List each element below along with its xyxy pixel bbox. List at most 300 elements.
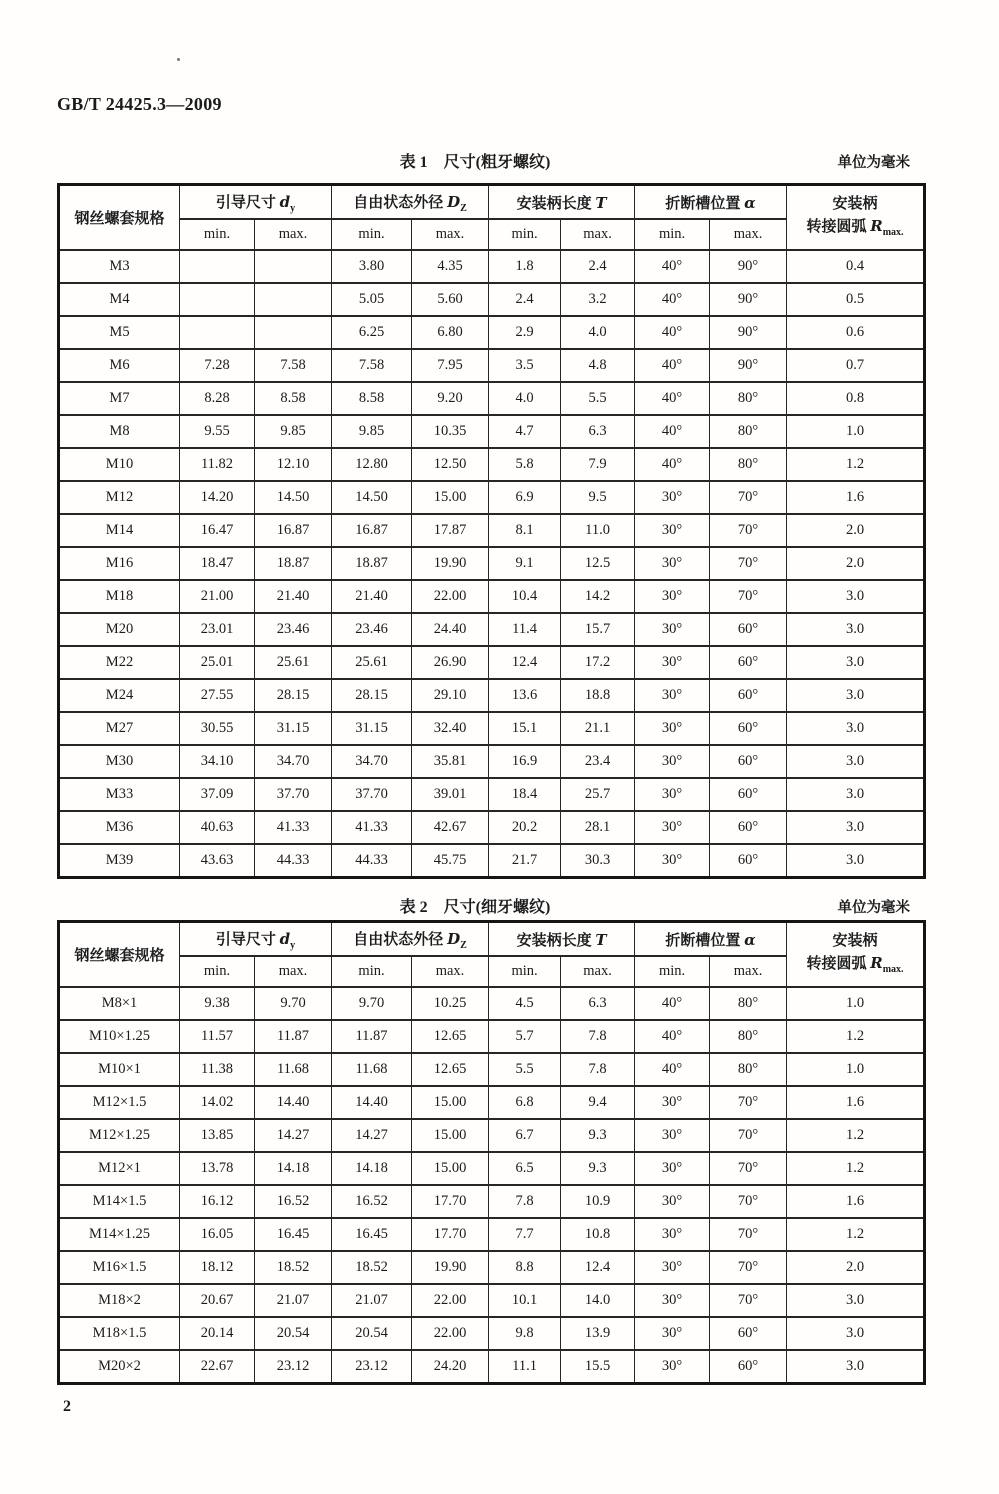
value-cell: 23.4 <box>561 745 635 778</box>
value-cell: 40° <box>635 1020 710 1053</box>
value-cell: 11.68 <box>255 1053 332 1086</box>
spec-cell: M30 <box>59 745 180 778</box>
value-cell: 8.1 <box>489 514 561 547</box>
value-cell: 10.8 <box>561 1218 635 1251</box>
value-cell: 16.52 <box>332 1185 412 1218</box>
value-cell: 70° <box>710 1251 787 1284</box>
value-cell: 37.09 <box>180 778 255 811</box>
value-cell: 31.15 <box>255 712 332 745</box>
header-row-groups <box>59 922 925 957</box>
table-row <box>59 481 925 514</box>
header-group-0: 引导尺寸 $d_y$ <box>180 922 332 957</box>
value-cell: 20.14 <box>180 1317 255 1350</box>
value-cell: 10.4 <box>489 580 561 613</box>
header-install-radius: 安装柄 转接圆弧 $R_{max.}$ <box>787 185 925 251</box>
value-cell: 35.81 <box>412 745 489 778</box>
value-cell: 40° <box>635 283 710 316</box>
value-cell: 60° <box>710 679 787 712</box>
value-cell: 23.12 <box>255 1350 332 1384</box>
value-cell: 41.33 <box>332 811 412 844</box>
header-min: min. <box>332 219 412 250</box>
table-row <box>59 580 925 613</box>
value-cell: 6.8 <box>489 1086 561 1119</box>
value-cell: 30° <box>635 1284 710 1317</box>
value-cell: 9.1 <box>489 547 561 580</box>
value-cell: 60° <box>710 646 787 679</box>
header-max: max. <box>561 956 635 987</box>
value-cell: 34.10 <box>180 745 255 778</box>
value-cell: 15.7 <box>561 613 635 646</box>
value-cell: 9.5 <box>561 481 635 514</box>
value-cell: 30° <box>635 1350 710 1384</box>
value-cell: 3.0 <box>787 1284 925 1317</box>
value-cell: 45.75 <box>412 844 489 878</box>
spec-cell: M20×2 <box>59 1350 180 1384</box>
value-cell: 21.07 <box>332 1284 412 1317</box>
value-cell: 8.58 <box>255 382 332 415</box>
value-cell: 60° <box>710 1317 787 1350</box>
spec-cell: M14×1.5 <box>59 1185 180 1218</box>
value-cell: 70° <box>710 1152 787 1185</box>
value-cell: 30° <box>635 1086 710 1119</box>
value-cell: 9.3 <box>561 1119 635 1152</box>
value-cell: 6.3 <box>561 987 635 1020</box>
spec-cell: M3 <box>59 250 180 283</box>
value-cell: 13.85 <box>180 1119 255 1152</box>
table-row <box>59 1119 925 1152</box>
value-cell: 44.33 <box>332 844 412 878</box>
value-cell: 70° <box>710 1284 787 1317</box>
header-group-1: 自由状态外径 $D_Z$ <box>332 922 489 957</box>
value-cell: 8.28 <box>180 382 255 415</box>
value-cell: 0.6 <box>787 316 925 349</box>
spec-cell: M6 <box>59 349 180 382</box>
table-row <box>59 250 925 283</box>
value-cell: 10.1 <box>489 1284 561 1317</box>
value-cell: 30° <box>635 514 710 547</box>
value-cell: 30° <box>635 580 710 613</box>
header-max: max. <box>412 219 489 250</box>
value-cell: 30° <box>635 1218 710 1251</box>
value-cell: 7.58 <box>255 349 332 382</box>
value-cell: 9.85 <box>255 415 332 448</box>
value-cell: 5.5 <box>561 382 635 415</box>
value-cell: 15.00 <box>412 1152 489 1185</box>
value-cell: 30° <box>635 646 710 679</box>
value-cell: 21.00 <box>180 580 255 613</box>
value-cell: 22.67 <box>180 1350 255 1384</box>
value-cell: 21.1 <box>561 712 635 745</box>
value-cell: 12.80 <box>332 448 412 481</box>
header-group-0: 引导尺寸 $d_y$ <box>180 185 332 220</box>
value-cell: 9.85 <box>332 415 412 448</box>
spec-cell: M39 <box>59 844 180 878</box>
spec-cell: M20 <box>59 613 180 646</box>
value-cell: 3.0 <box>787 712 925 745</box>
value-cell: 70° <box>710 1218 787 1251</box>
value-cell: 7.58 <box>332 349 412 382</box>
value-cell: 9.70 <box>255 987 332 1020</box>
value-cell: 40° <box>635 250 710 283</box>
value-cell: 17.87 <box>412 514 489 547</box>
table2-title: 表 2 尺寸(细牙螺纹) <box>399 899 551 916</box>
value-cell: 1.6 <box>787 481 925 514</box>
header-spec: 钢丝螺套规格 <box>59 922 180 988</box>
value-cell: 12.4 <box>489 646 561 679</box>
header-min: min. <box>180 956 255 987</box>
value-cell: 11.4 <box>489 613 561 646</box>
value-cell: 11.57 <box>180 1020 255 1053</box>
value-cell: 6.7 <box>489 1119 561 1152</box>
value-cell: 0.5 <box>787 283 925 316</box>
spec-cell: M8 <box>59 415 180 448</box>
value-cell: 11.0 <box>561 514 635 547</box>
header-group-3: 折断槽位置 α <box>635 922 787 957</box>
value-cell: 1.6 <box>787 1185 925 1218</box>
table-row <box>59 1152 925 1185</box>
value-cell: 29.10 <box>412 679 489 712</box>
spec-cell: M33 <box>59 778 180 811</box>
value-cell: 5.05 <box>332 283 412 316</box>
value-cell: 6.25 <box>332 316 412 349</box>
header-min: min. <box>332 956 412 987</box>
table-row <box>59 547 925 580</box>
value-cell: 80° <box>710 1020 787 1053</box>
spec-cell: M7 <box>59 382 180 415</box>
value-cell: 34.70 <box>332 745 412 778</box>
spec-cell: M18×2 <box>59 1284 180 1317</box>
spec-cell: M10 <box>59 448 180 481</box>
value-cell: 4.8 <box>561 349 635 382</box>
value-cell: 14.50 <box>255 481 332 514</box>
value-cell: 6.3 <box>561 415 635 448</box>
value-cell: 41.33 <box>255 811 332 844</box>
value-cell: 14.2 <box>561 580 635 613</box>
value-cell: 0.8 <box>787 382 925 415</box>
table-row <box>59 987 925 1020</box>
value-cell: 30° <box>635 1317 710 1350</box>
value-cell: 60° <box>710 712 787 745</box>
value-cell: 11.68 <box>332 1053 412 1086</box>
value-cell: 17.2 <box>561 646 635 679</box>
value-cell: 17.70 <box>412 1218 489 1251</box>
value-cell: 15.1 <box>489 712 561 745</box>
table-row <box>59 1053 925 1086</box>
table-row <box>59 1185 925 1218</box>
header-row-groups <box>59 185 925 220</box>
header-max: max. <box>710 956 787 987</box>
value-cell: 3.0 <box>787 679 925 712</box>
value-cell: 30° <box>635 1251 710 1284</box>
value-cell: 12.4 <box>561 1251 635 1284</box>
value-cell: 30° <box>635 1185 710 1218</box>
value-cell: 7.95 <box>412 349 489 382</box>
header-min: min. <box>635 956 710 987</box>
value-cell: 9.4 <box>561 1086 635 1119</box>
value-cell: 40° <box>635 415 710 448</box>
value-cell: 18.8 <box>561 679 635 712</box>
value-cell: 90° <box>710 283 787 316</box>
value-cell: 16.52 <box>255 1185 332 1218</box>
value-cell: 26.90 <box>412 646 489 679</box>
value-cell: 60° <box>710 1350 787 1384</box>
table-row <box>59 679 925 712</box>
header-group-2: 安装柄长度 T <box>489 922 635 957</box>
value-cell: 27.55 <box>180 679 255 712</box>
value-cell: 9.8 <box>489 1317 561 1350</box>
value-cell: 24.20 <box>412 1350 489 1384</box>
value-cell: 25.7 <box>561 778 635 811</box>
value-cell: 3.0 <box>787 1317 925 1350</box>
value-cell: 25.61 <box>332 646 412 679</box>
value-cell: 15.00 <box>412 1119 489 1152</box>
value-cell: 20.54 <box>255 1317 332 1350</box>
value-cell: 16.87 <box>255 514 332 547</box>
value-cell: 16.12 <box>180 1185 255 1218</box>
header-max: max. <box>255 956 332 987</box>
value-cell: 30° <box>635 844 710 878</box>
value-cell: 24.40 <box>412 613 489 646</box>
value-cell: 80° <box>710 1053 787 1086</box>
value-cell: 16.45 <box>255 1218 332 1251</box>
value-cell: 80° <box>710 382 787 415</box>
value-cell: 1.2 <box>787 1152 925 1185</box>
value-cell: 18.12 <box>180 1251 255 1284</box>
header-max: max. <box>710 219 787 250</box>
standard-number: GB/T 24425.3—2009 <box>57 94 222 114</box>
header-group-3: 折断槽位置 α <box>635 185 787 220</box>
value-cell: 18.52 <box>332 1251 412 1284</box>
value-cell: 22.00 <box>412 580 489 613</box>
value-cell: 90° <box>710 316 787 349</box>
table-row <box>59 745 925 778</box>
table-row <box>59 1086 925 1119</box>
table-row <box>59 1317 925 1350</box>
value-cell: 1.2 <box>787 1020 925 1053</box>
value-cell: 18.4 <box>489 778 561 811</box>
table-row <box>59 349 925 382</box>
value-cell: 10.9 <box>561 1185 635 1218</box>
table-row <box>59 778 925 811</box>
value-cell: 6.80 <box>412 316 489 349</box>
value-cell: 13.9 <box>561 1317 635 1350</box>
value-cell: 60° <box>710 745 787 778</box>
value-cell: 5.7 <box>489 1020 561 1053</box>
header-max: max. <box>561 219 635 250</box>
table-row <box>59 646 925 679</box>
value-cell: 30° <box>635 811 710 844</box>
value-cell: 30° <box>635 547 710 580</box>
value-cell: 25.01 <box>180 646 255 679</box>
value-cell: 43.63 <box>180 844 255 878</box>
value-cell: 13.6 <box>489 679 561 712</box>
value-cell: 2.0 <box>787 514 925 547</box>
spec-cell: M10×1.25 <box>59 1020 180 1053</box>
value-cell <box>180 283 255 316</box>
value-cell: 70° <box>710 514 787 547</box>
value-cell: 70° <box>710 481 787 514</box>
value-cell: 23.46 <box>255 613 332 646</box>
spec-cell: M12×1.5 <box>59 1086 180 1119</box>
value-cell: 20.2 <box>489 811 561 844</box>
value-cell: 13.78 <box>180 1152 255 1185</box>
value-cell: 7.8 <box>489 1185 561 1218</box>
value-cell: 1.8 <box>489 250 561 283</box>
value-cell: 40° <box>635 349 710 382</box>
value-cell: 2.9 <box>489 316 561 349</box>
value-cell: 21.40 <box>255 580 332 613</box>
value-cell: 11.82 <box>180 448 255 481</box>
value-cell: 0.7 <box>787 349 925 382</box>
spec-cell: M8×1 <box>59 987 180 1020</box>
header-group-2: 安装柄长度 T <box>489 185 635 220</box>
value-cell: 30° <box>635 1119 710 1152</box>
header-install-radius: 安装柄 转接圆弧 $R_{max.}$ <box>787 922 925 988</box>
value-cell: 3.0 <box>787 745 925 778</box>
value-cell: 16.87 <box>332 514 412 547</box>
value-cell: 21.07 <box>255 1284 332 1317</box>
value-cell: 14.27 <box>255 1119 332 1152</box>
value-cell: 90° <box>710 349 787 382</box>
value-cell: 30.55 <box>180 712 255 745</box>
value-cell: 70° <box>710 1086 787 1119</box>
value-cell: 16.45 <box>332 1218 412 1251</box>
value-cell: 40° <box>635 1053 710 1086</box>
value-cell: 3.0 <box>787 811 925 844</box>
value-cell: 22.00 <box>412 1317 489 1350</box>
value-cell: 70° <box>710 547 787 580</box>
value-cell: 30° <box>635 481 710 514</box>
value-cell: 7.7 <box>489 1218 561 1251</box>
value-cell: 16.9 <box>489 745 561 778</box>
value-cell: 20.67 <box>180 1284 255 1317</box>
value-cell: 9.38 <box>180 987 255 1020</box>
table-row <box>59 382 925 415</box>
table-row <box>59 1251 925 1284</box>
value-cell: 7.28 <box>180 349 255 382</box>
value-cell: 1.0 <box>787 415 925 448</box>
value-cell: 18.87 <box>255 547 332 580</box>
value-cell: 2.4 <box>561 250 635 283</box>
value-cell: 60° <box>710 613 787 646</box>
value-cell: 44.33 <box>255 844 332 878</box>
value-cell: 30° <box>635 778 710 811</box>
fine-thread-dimensions-table <box>57 920 926 1385</box>
value-cell <box>255 283 332 316</box>
value-cell: 4.7 <box>489 415 561 448</box>
header-max: max. <box>412 956 489 987</box>
value-cell: 10.25 <box>412 987 489 1020</box>
table-row <box>59 415 925 448</box>
table-row <box>59 1218 925 1251</box>
value-cell: 12.10 <box>255 448 332 481</box>
spec-cell: M12 <box>59 481 180 514</box>
value-cell: 20.54 <box>332 1317 412 1350</box>
value-cell: 40.63 <box>180 811 255 844</box>
value-cell: 22.00 <box>412 1284 489 1317</box>
spec-cell: M10×1 <box>59 1053 180 1086</box>
value-cell: 2.0 <box>787 547 925 580</box>
table-row <box>59 844 925 878</box>
value-cell: 18.87 <box>332 547 412 580</box>
value-cell: 80° <box>710 448 787 481</box>
value-cell: 5.8 <box>489 448 561 481</box>
value-cell: 11.87 <box>332 1020 412 1053</box>
value-cell: 3.0 <box>787 613 925 646</box>
value-cell: 1.2 <box>787 448 925 481</box>
value-cell: 15.5 <box>561 1350 635 1384</box>
value-cell: 21.40 <box>332 580 412 613</box>
value-cell: 37.70 <box>255 778 332 811</box>
value-cell: 3.0 <box>787 778 925 811</box>
value-cell: 40° <box>635 382 710 415</box>
value-cell: 14.20 <box>180 481 255 514</box>
value-cell: 11.1 <box>489 1350 561 1384</box>
value-cell: 14.40 <box>255 1086 332 1119</box>
value-cell: 12.50 <box>412 448 489 481</box>
value-cell: 30° <box>635 613 710 646</box>
header-max: max. <box>255 219 332 250</box>
value-cell: 9.3 <box>561 1152 635 1185</box>
value-cell: 60° <box>710 844 787 878</box>
value-cell: 1.6 <box>787 1086 925 1119</box>
table-row <box>59 316 925 349</box>
value-cell: 28.15 <box>255 679 332 712</box>
spec-cell: M22 <box>59 646 180 679</box>
spec-cell: M27 <box>59 712 180 745</box>
spec-cell: M14 <box>59 514 180 547</box>
value-cell: 19.90 <box>412 1251 489 1284</box>
value-cell: 28.1 <box>561 811 635 844</box>
value-cell: 37.70 <box>332 778 412 811</box>
value-cell <box>180 250 255 283</box>
value-cell: 16.05 <box>180 1218 255 1251</box>
value-cell: 5.5 <box>489 1053 561 1086</box>
table-row <box>59 1284 925 1317</box>
value-cell: 11.38 <box>180 1053 255 1086</box>
value-cell: 3.0 <box>787 580 925 613</box>
value-cell: 0.4 <box>787 250 925 283</box>
value-cell: 80° <box>710 987 787 1020</box>
value-cell: 90° <box>710 250 787 283</box>
spec-cell: M36 <box>59 811 180 844</box>
value-cell: 23.46 <box>332 613 412 646</box>
table-row <box>59 1350 925 1384</box>
value-cell: 4.0 <box>489 382 561 415</box>
spec-cell: M14×1.25 <box>59 1218 180 1251</box>
value-cell: 23.12 <box>332 1350 412 1384</box>
value-cell: 9.70 <box>332 987 412 1020</box>
value-cell: 1.2 <box>787 1119 925 1152</box>
table2-unit-note: 单位为毫米 <box>837 900 910 916</box>
spec-cell: M4 <box>59 283 180 316</box>
value-cell: 18.52 <box>255 1251 332 1284</box>
value-cell: 3.5 <box>489 349 561 382</box>
value-cell: 15.00 <box>412 1086 489 1119</box>
value-cell: 60° <box>710 778 787 811</box>
value-cell <box>255 316 332 349</box>
value-cell: 3.0 <box>787 646 925 679</box>
value-cell: 4.35 <box>412 250 489 283</box>
page-number: 2 <box>63 1398 71 1415</box>
header-min: min. <box>489 219 561 250</box>
value-cell: 1.2 <box>787 1218 925 1251</box>
value-cell: 7.8 <box>561 1020 635 1053</box>
value-cell: 7.9 <box>561 448 635 481</box>
value-cell: 14.50 <box>332 481 412 514</box>
value-cell: 1.0 <box>787 987 925 1020</box>
header-min: min. <box>180 219 255 250</box>
